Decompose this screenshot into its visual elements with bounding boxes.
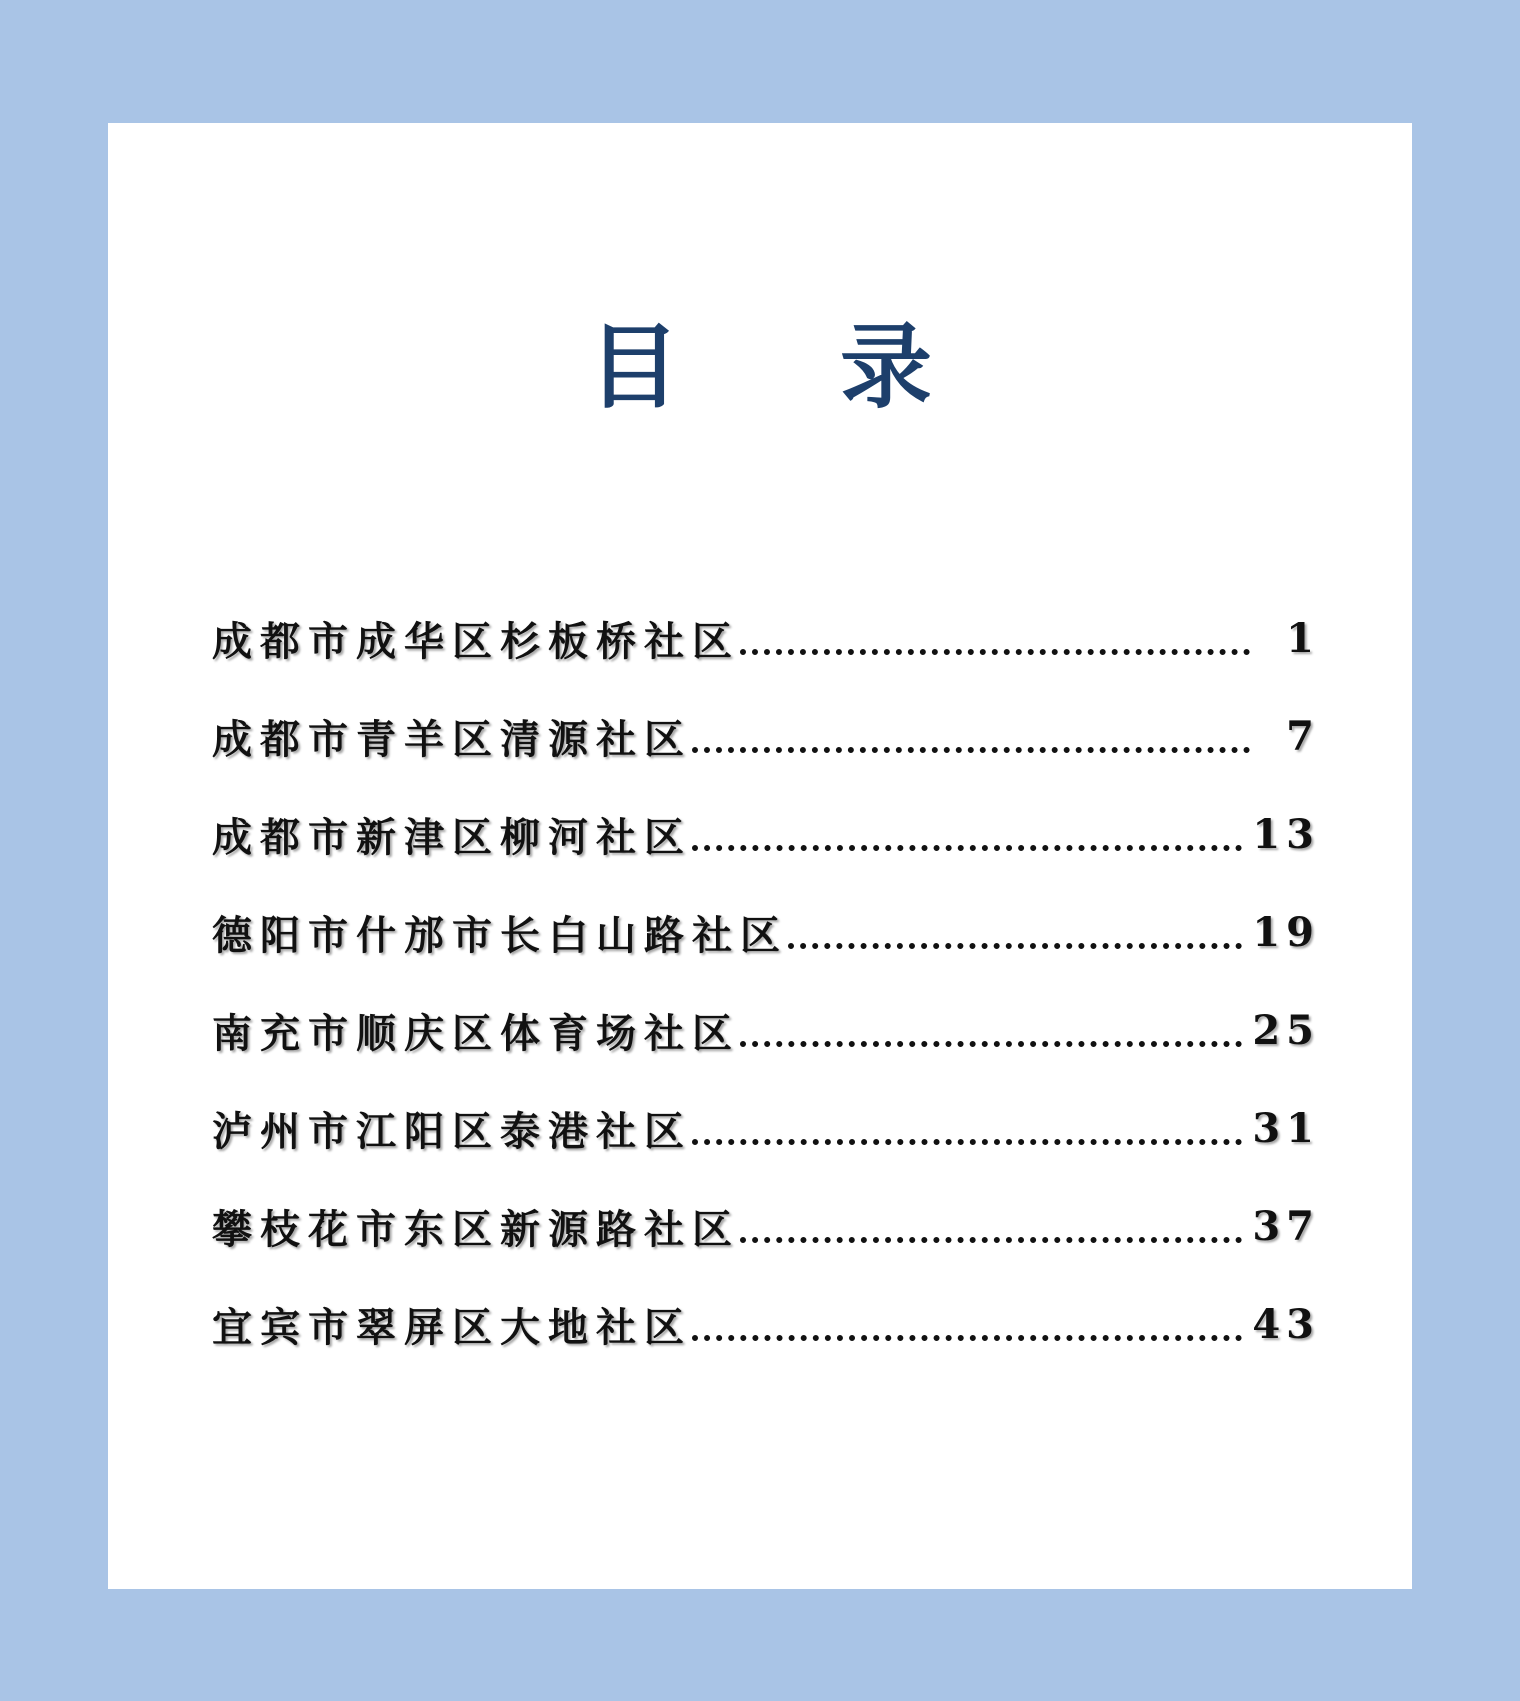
- toc-entry[interactable]: [212, 883, 1320, 981]
- toc-page-number: 1: [1286, 614, 1320, 662]
- toc-page-number: 7: [1286, 712, 1320, 760]
- toc-entry-label: 德阳市什邡市长白山路社区: [212, 911, 788, 959]
- table-of-contents: [212, 589, 1320, 1373]
- toc-entry-label: 成都市新津区柳河社区: [212, 813, 692, 861]
- document-page: [108, 123, 1412, 1589]
- toc-entry-label: 宜宾市翠屏区大地社区: [212, 1303, 692, 1351]
- toc-leader-dots: [740, 1237, 1242, 1243]
- toc-entry[interactable]: [212, 1177, 1320, 1275]
- toc-entry[interactable]: [212, 687, 1320, 785]
- toc-leader-dots: [692, 1139, 1242, 1145]
- toc-entry[interactable]: [212, 589, 1320, 687]
- toc-leader-dots: [788, 943, 1242, 949]
- toc-leader-dots: [740, 1041, 1242, 1047]
- toc-entry[interactable]: [212, 1079, 1320, 1177]
- toc-entry-label: 南充市顺庆区体育场社区: [212, 1009, 740, 1057]
- toc-entry-label: 攀枝花市东区新源路社区: [212, 1205, 740, 1253]
- toc-entry[interactable]: [212, 981, 1320, 1079]
- toc-entry[interactable]: [212, 1275, 1320, 1373]
- toc-page-number: 19: [1252, 908, 1320, 956]
- toc-entry[interactable]: [212, 785, 1320, 883]
- toc-entry-label: 成都市青羊区清源社区: [212, 715, 692, 763]
- toc-page-number: 31: [1252, 1104, 1320, 1152]
- toc-page-number: 43: [1252, 1300, 1320, 1348]
- toc-leader-dots: [740, 649, 1250, 655]
- toc-page-number: 13: [1252, 810, 1320, 858]
- toc-entry-label: 泸州市江阳区泰港社区: [212, 1107, 692, 1155]
- toc-page-number: 25: [1252, 1006, 1320, 1054]
- toc-leader-dots: [692, 1335, 1242, 1341]
- toc-page-number: 37: [1252, 1202, 1320, 1250]
- title-char-2: 录: [840, 313, 933, 421]
- title-char-1: 目: [587, 313, 680, 421]
- page-title: [108, 313, 1412, 421]
- toc-leader-dots: [692, 845, 1242, 851]
- toc-entry-label: 成都市成华区杉板桥社区: [212, 617, 740, 665]
- toc-leader-dots: [692, 747, 1250, 753]
